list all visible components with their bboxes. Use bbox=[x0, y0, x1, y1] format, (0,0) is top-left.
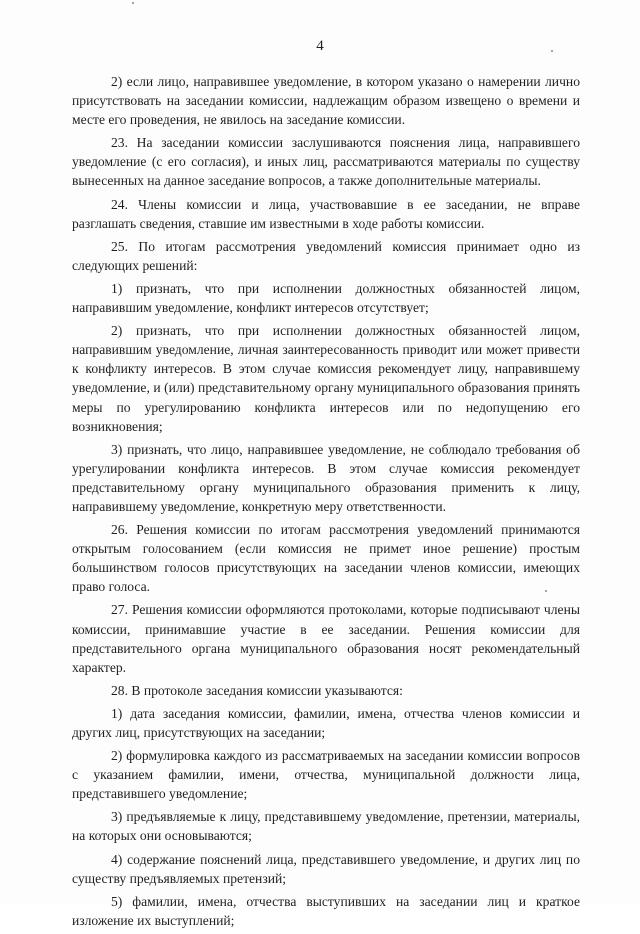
scan-speck bbox=[551, 50, 553, 52]
scan-speck bbox=[132, 2, 134, 4]
paragraph-28-item-3: 3) предъявляемые к лицу, представившему уведомление, претензии, материалы, на которых они основываются; bbox=[72, 809, 580, 844]
paragraph-item-2-absence: 2) если лицо, направившее уведомление, в котором указано о намерении лично присутствовать на заседании комиссии, надлежащим образом извещено о времени и месте его проведения, не явилось на заседание комиссии. bbox=[72, 74, 580, 128]
paragraph-28-item-1: 1) дата заседания комиссии, фамилии, имена, отчества членов комиссии и других лиц, присутствующих на заседании; bbox=[72, 705, 580, 740]
paragraph-25-item-3: 3) признать, что лицо, направившее уведомление, не соблюдало требования об урегулировании конфликта интересов. В этом случае комиссия рекомендует представительному органу муниципального образования применить к лицу, направившему уведомление, конкретную меру ответственности. bbox=[72, 441, 580, 514]
paragraph-25-decisions: 25. По итогам рассмотрения уведомлений комиссия принимает одно из следующих решений: bbox=[72, 238, 580, 273]
paragraph-28-item-5: 5) фамилии, имена, отчества выступивших на заседании лиц и краткое изложение их выступлений; bbox=[72, 893, 580, 928]
page-number: 4 bbox=[316, 38, 324, 54]
paragraph-26-voting: 26. Решения комиссии по итогам рассмотрения уведомлений принимаются открытым голосованием (если комиссия не примет иное решение) простым большинством голосов присутствующих на заседании членов комиссии, имеющих право голоса. bbox=[72, 522, 580, 595]
paragraph-23-hearing: 23. На заседании комиссии заслушиваются пояснения лица, направившего уведомление (с его согласия), и иных лиц, рассматриваются материалы по существу вынесенных на данное заседание вопросов, а также дополнительные материалы. bbox=[72, 135, 580, 189]
paragraph-25-item-2: 2) признать, что при исполнении должностных обязанностей лицом, направившим уведомление, личная заинтересованность приводит или может привести к конфликту интересов. В этом случае комиссия рекомендует лицу, направившему уведомление, и (или) представительному органу муниципального образования принять меры по урегулированию конфликта интересов или по недопущению его возникновения; bbox=[72, 323, 580, 434]
document-body bbox=[72, 72, 580, 934]
paragraph-28-item-2: 2) формулировка каждого из рассматриваемых на заседании комиссии вопросов с указанием фамилии, имени, отчества, муниципальной должности лица, представившего уведомление; bbox=[72, 748, 580, 802]
paragraph-27-protocols: 27. Решения комиссии оформляются протоколами, которые подписывают члены комиссии, принимавшие участие в ее заседании. Решения комиссии для представительного органа муниципального образования носят рекомендательный характер. bbox=[72, 602, 580, 675]
paragraph-28-item-4: 4) содержание пояснений лица, представившего уведомление, и других лиц по существу предъявляемых претензий; bbox=[72, 851, 580, 886]
paragraph-25-item-1: 1) признать, что при исполнении должностных обязанностей лицом, направившим уведомление, конфликт интересов отсутствует; bbox=[72, 280, 580, 316]
paragraph-28-protocol-contents: 28. В протоколе заседания комиссии указываются: bbox=[111, 682, 403, 698]
paragraph-24-confidentiality: 24. Члены комиссии и лица, участвовавшие в ее заседании, не вправе разглашать сведения, ставшие им известными в ходе работы комиссии. bbox=[72, 196, 580, 231]
